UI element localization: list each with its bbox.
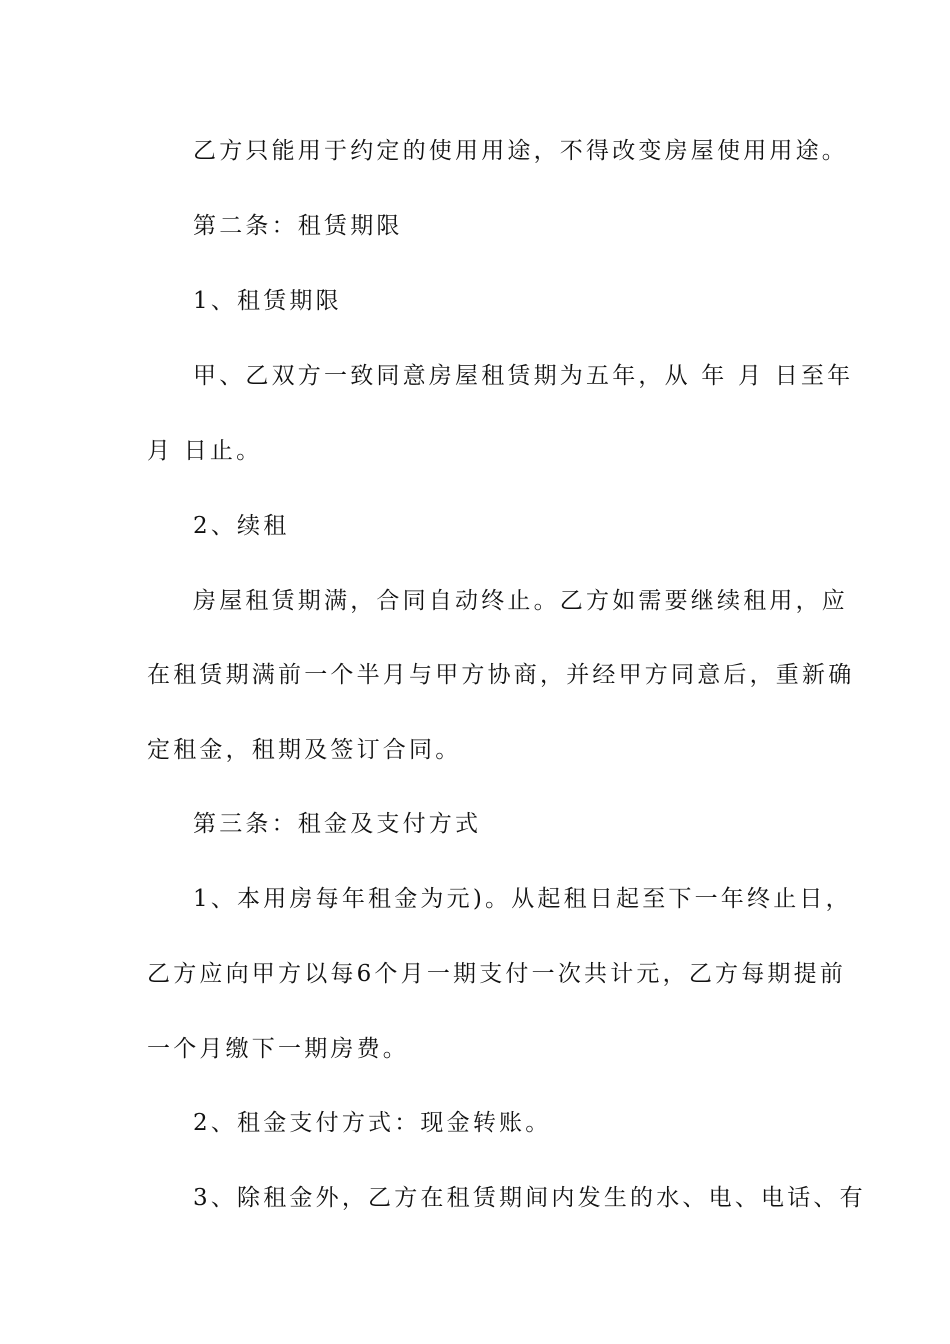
paragraph-line: 1、本用房每年租金为元)。从起租日起至下一年终止日，: [193, 886, 852, 912]
paragraph-line: 一个月缴下一期房费。: [147, 1036, 409, 1062]
paragraph-line: 乙方应向甲方以每6个月一期支付一次共计元，乙方每期提前: [147, 961, 847, 987]
paragraph-line: 3、除租金外，乙方在租赁期间内发生的水、电、电话、有: [193, 1185, 866, 1211]
paragraph-line: 月 日止。: [147, 438, 263, 464]
paragraph-line: 定租金，租期及签订合同。: [147, 737, 462, 763]
subsection-heading: 1、租赁期限: [193, 288, 342, 314]
paragraph-line: 在租赁期满前一个半月与甲方协商，并经甲方同意后，重新确: [147, 662, 855, 688]
section-heading: 第三条：租金及支付方式: [193, 811, 482, 837]
paragraph-line: 甲、乙双方一致同意房屋租赁期为五年，从 年 月 日至年: [193, 363, 854, 389]
subsection-heading: 2、续租: [193, 513, 290, 539]
paragraph-line: 房屋租赁期满，合同自动终止。乙方如需要继续租用，应: [193, 588, 848, 614]
paragraph-line: 乙方只能用于约定的使用用途，不得改变房屋使用用途。: [193, 138, 848, 164]
paragraph-line: 2、租金支付方式：现金转账。: [193, 1110, 552, 1136]
section-heading: 第二条：租赁期限: [193, 213, 403, 239]
